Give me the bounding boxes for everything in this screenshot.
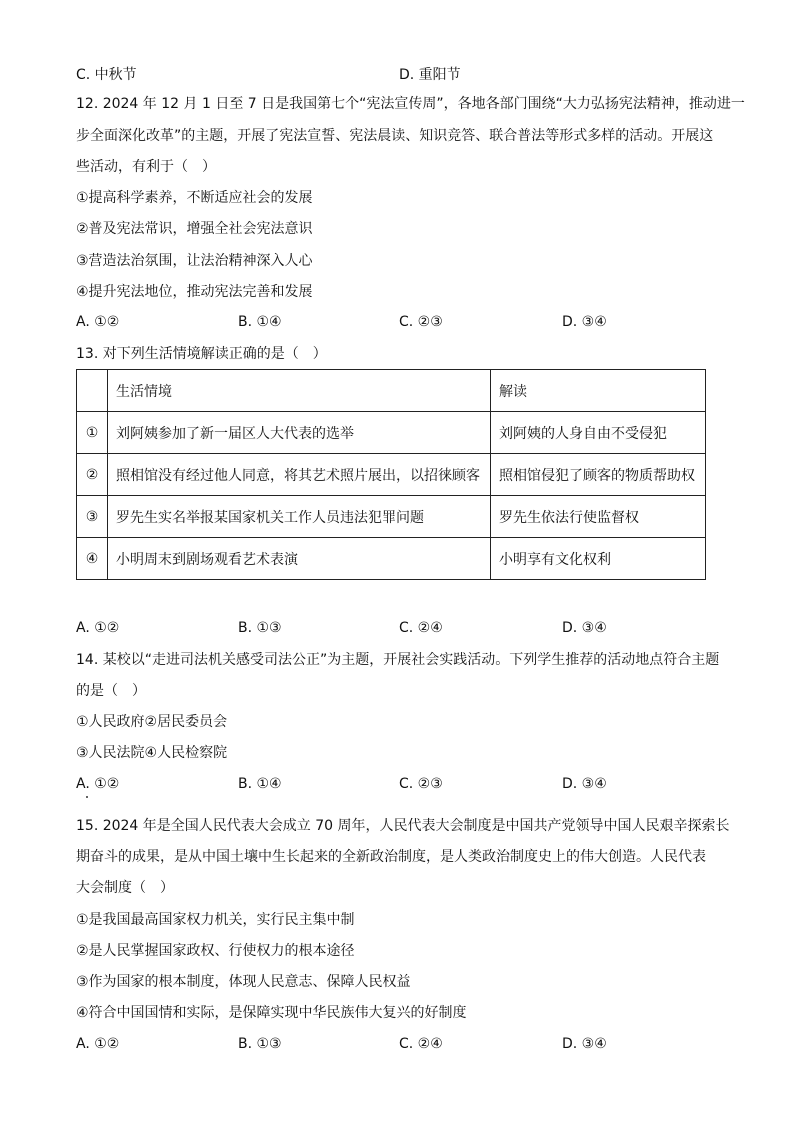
q15-item-2: ②是人民掌握国家政权、行使权力的根本途径 (76, 943, 355, 959)
q12-options (76, 314, 716, 332)
q13-table (76, 369, 706, 580)
q14-stem-line-1: 14. 某校以“走进司法机关感受司法公正”为主题，开展社会实践活动。下列学生推荐的活动地点符合主题 (76, 652, 720, 668)
q15-item-1: ①是我国最高国家权力机关，实行民主集中制 (76, 912, 355, 928)
q14-options (76, 776, 716, 794)
q15-item-4: ④符合中国国情和实际，是保障实现中华民族伟大复兴的好制度 (76, 1005, 467, 1021)
option-c: C. ②③ (399, 314, 443, 330)
table-cell: 刘阿姨的人身自由不受侵犯 (491, 412, 706, 454)
table-cell: 罗先生依法行使监督权 (491, 496, 706, 538)
prev-question-options (76, 64, 716, 82)
table-row (77, 538, 706, 580)
table-row (77, 454, 706, 496)
option-d: D. ③④ (562, 776, 607, 792)
q13-options (76, 620, 716, 638)
table-cell: 照相馆没有经过他人同意，将其艺术照片展出，以招徕顾客 (108, 454, 491, 496)
table-header-cell (77, 370, 108, 412)
q15-stem-line-2: 期奋斗的成果，是从中国土壤中生长起来的全新政治制度，是人类政治制度史上的伟大创造。人民代表 (76, 849, 706, 865)
option-c: C. ②④ (399, 1036, 443, 1052)
table-header-cell: 生活情境 (108, 370, 491, 412)
option-d: D. 重阳节 (399, 67, 461, 83)
table-cell: 小明周末到剧场观看艺术表演 (108, 538, 491, 580)
option-d: D. ③④ (562, 314, 607, 330)
q12-item-2: ②普及宪法常识，增强全社会宪法意识 (76, 221, 313, 237)
option-d: D. ③④ (562, 1036, 607, 1052)
option-a: A. ①② (76, 620, 120, 636)
table-cell: ② (77, 454, 108, 496)
table-header-row (77, 370, 706, 412)
table-cell: ① (77, 412, 108, 454)
option-a: A. ①② (76, 1036, 120, 1052)
table-cell: 照相馆侵犯了顾客的物质帮助权 (491, 454, 706, 496)
option-c: C. ②③ (399, 776, 443, 792)
q15-options (76, 1036, 716, 1054)
option-c: C. ②④ (399, 620, 443, 636)
table-cell: 罗先生实名举报某国家机关工作人员违法犯罪问题 (108, 496, 491, 538)
option-b: B. ①③ (238, 620, 282, 636)
q12-item-4: ④提升宪法地位，推动宪法完善和发展 (76, 284, 313, 300)
q15-stem-line-3: 大会制度（ ） (76, 880, 174, 896)
option-b: B. ①③ (238, 1036, 282, 1052)
q14-item-1: ①人民政府②居民委员会 (76, 714, 228, 730)
table-row (77, 412, 706, 454)
q12-stem-line-2: 步全面深化改革”的主题，开展了宪法宣誓、宪法晨读、知识竞答、联合普法等形式多样的活动。开展这 (76, 128, 714, 144)
option-c: C. 中秋节 (76, 67, 137, 83)
q12-item-3: ③营造法治氛围，让法治精神深入人心 (76, 253, 313, 269)
option-b: B. ①④ (238, 314, 282, 330)
table-cell: ③ (77, 496, 108, 538)
q13-stem: 13. 对下列生活情境解读正确的是（ ） (76, 346, 327, 362)
q12-item-1: ①提高科学素养，不断适应社会的发展 (76, 190, 313, 206)
q14-item-2: ③人民法院④人民检察院 (76, 745, 228, 761)
table-cell: ④ (77, 538, 108, 580)
q12-stem-line-3: 些活动，有利于（ ） (76, 159, 216, 175)
option-b: B. ①④ (238, 776, 282, 792)
q15-item-3: ③作为国家的根本制度，体现人民意志、保障人民权益 (76, 974, 411, 990)
option-d: D. ③④ (562, 620, 607, 636)
q15-stem-line-1: 15. 2024 年是全国人民代表大会成立 70 周年，人民代表大会制度是中国共产党领导中国人民艰辛探索长 (76, 818, 730, 834)
table-cell: 刘阿姨参加了新一届区人大代表的选举 (108, 412, 491, 454)
table-cell: 小明享有文化权利 (491, 538, 706, 580)
table-row (77, 496, 706, 538)
q14-stem-line-2: 的是（ ） (76, 683, 146, 699)
option-a: A. ①② (76, 776, 120, 792)
q12-stem-line-1: 12. 2024 年 12 月 1 日至 7 日是我国第七个“宪法宣传周”，各地各部门围绕“大力弘扬宪法精神，推动进一 (76, 96, 745, 112)
table-header-cell: 解读 (491, 370, 706, 412)
option-a: A. ①② (76, 314, 120, 330)
stray-dot (86, 796, 88, 798)
